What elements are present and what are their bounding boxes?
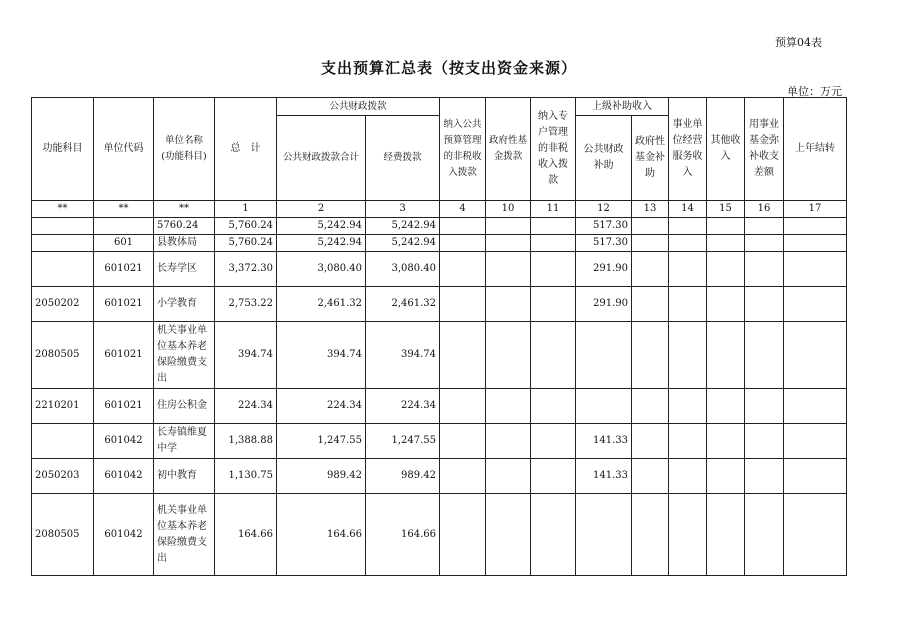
fund-balance-cell — [745, 494, 784, 576]
funding-cell: 989.42 — [366, 459, 440, 494]
header-public-finance: 公共财政拨款 — [277, 98, 440, 116]
table-row — [32, 235, 847, 252]
public-finance-total-cell: 2,461.32 — [277, 287, 366, 322]
table-row — [32, 287, 847, 322]
unit-name-cell: 5760.24 — [154, 218, 215, 235]
header-funding: 经费拨款 — [366, 116, 440, 201]
header-row-1 — [32, 98, 847, 116]
public-finance-total-cell: 3,080.40 — [277, 252, 366, 287]
other-income-cell — [707, 424, 745, 459]
unit-code-cell — [94, 218, 154, 235]
total-cell: 1,130.75 — [215, 459, 277, 494]
non-tax-cell — [440, 287, 486, 322]
unit-name-cell: 机关事业单位基本养老保险缴费支出 — [154, 494, 215, 576]
special-non-tax-cell — [531, 389, 576, 424]
table-row — [32, 322, 847, 389]
table-row — [32, 459, 847, 494]
budget-table — [31, 97, 847, 576]
index-cell: 3 — [366, 201, 440, 218]
funding-cell: 3,080.40 — [366, 252, 440, 287]
header-public-subsidy: 公共财政补助 — [576, 116, 632, 201]
business-income-cell — [669, 252, 707, 287]
header-carryover: 上年结转 — [784, 98, 847, 201]
total-cell: 1,388.88 — [215, 424, 277, 459]
public-subsidy-cell: 517.30 — [576, 218, 632, 235]
index-cell: 17 — [784, 201, 847, 218]
other-income-cell — [707, 252, 745, 287]
carryover-cell — [784, 235, 847, 252]
gov-fund-cell — [486, 389, 531, 424]
funding-cell: 224.34 — [366, 389, 440, 424]
special-non-tax-cell — [531, 235, 576, 252]
unit-code-cell: 601021 — [94, 252, 154, 287]
funding-cell: 1,247.55 — [366, 424, 440, 459]
other-income-cell — [707, 322, 745, 389]
total-cell: 5,760.24 — [215, 218, 277, 235]
unit-label: 单位：万元 — [787, 85, 842, 98]
index-cell: 10 — [486, 201, 531, 218]
business-income-cell — [669, 322, 707, 389]
gov-fund-cell — [486, 459, 531, 494]
header-public-finance-total: 公共财政拨款合计 — [277, 116, 366, 201]
special-non-tax-cell — [531, 424, 576, 459]
form-number: 预算04表 — [775, 36, 822, 49]
header-unit-code: 单位代码 — [94, 98, 154, 201]
non-tax-cell — [440, 494, 486, 576]
header-gov-fund: 政府性基金拨款 — [486, 98, 531, 201]
gov-fund-subsidy-cell — [632, 459, 669, 494]
funding-cell: 5,242.94 — [366, 218, 440, 235]
special-non-tax-cell — [531, 218, 576, 235]
non-tax-cell — [440, 218, 486, 235]
non-tax-cell — [440, 322, 486, 389]
total-cell: 3,372.30 — [215, 252, 277, 287]
funding-cell: 394.74 — [366, 322, 440, 389]
func-subject-cell: 2080505 — [32, 494, 94, 576]
index-cell: ** — [154, 201, 215, 218]
special-non-tax-cell — [531, 252, 576, 287]
public-subsidy-cell: 141.33 — [576, 459, 632, 494]
carryover-cell — [784, 459, 847, 494]
index-cell: 12 — [576, 201, 632, 218]
public-finance-total-cell: 5,242.94 — [277, 218, 366, 235]
fund-balance-cell — [745, 287, 784, 322]
unit-name-cell: 县教体局 — [154, 235, 215, 252]
unit-code-cell: 601042 — [94, 459, 154, 494]
business-income-cell — [669, 494, 707, 576]
index-cell: 2 — [277, 201, 366, 218]
gov-fund-subsidy-cell — [632, 235, 669, 252]
gov-fund-cell — [486, 322, 531, 389]
header-unit-name — [154, 98, 215, 201]
page-title: 支出预算汇总表（按支出资金来源） — [320, 59, 577, 77]
func-subject-cell: 2050203 — [32, 459, 94, 494]
unit-name-cell: 住房公积金 — [154, 389, 215, 424]
non-tax-cell — [440, 252, 486, 287]
public-subsidy-cell — [576, 494, 632, 576]
business-income-cell — [669, 218, 707, 235]
table-row — [32, 252, 847, 287]
carryover-cell — [784, 494, 847, 576]
gov-fund-subsidy-cell — [632, 322, 669, 389]
unit-name-cell: 初中教育 — [154, 459, 215, 494]
gov-fund-subsidy-cell — [632, 424, 669, 459]
public-subsidy-cell — [576, 322, 632, 389]
special-non-tax-cell — [531, 459, 576, 494]
fund-balance-cell — [745, 235, 784, 252]
business-income-cell — [669, 389, 707, 424]
non-tax-cell — [440, 389, 486, 424]
public-finance-total-cell: 989.42 — [277, 459, 366, 494]
gov-fund-cell — [486, 424, 531, 459]
fund-balance-cell — [745, 459, 784, 494]
total-cell: 2,753.22 — [215, 287, 277, 322]
index-cell: 1 — [215, 201, 277, 218]
header-fund-balance: 用事业基金弥补收支差额 — [745, 98, 784, 201]
fund-balance-cell — [745, 218, 784, 235]
other-income-cell — [707, 459, 745, 494]
gov-fund-cell — [486, 252, 531, 287]
index-cell: 13 — [632, 201, 669, 218]
header-gov-fund-subsidy: 政府性基金补助 — [632, 116, 669, 201]
index-cell: 16 — [745, 201, 784, 218]
funding-cell: 164.66 — [366, 494, 440, 576]
other-income-cell — [707, 494, 745, 576]
header-business-income: 事业单位经营服务收入 — [669, 98, 707, 201]
carryover-cell — [784, 424, 847, 459]
public-subsidy-cell: 141.33 — [576, 424, 632, 459]
func-subject-cell — [32, 218, 94, 235]
non-tax-cell — [440, 424, 486, 459]
public-subsidy-cell: 517.30 — [576, 235, 632, 252]
public-finance-total-cell: 1,247.55 — [277, 424, 366, 459]
func-subject-cell: 2210201 — [32, 389, 94, 424]
table-row — [32, 424, 847, 459]
carryover-cell — [784, 287, 847, 322]
public-subsidy-cell — [576, 389, 632, 424]
fund-balance-cell — [745, 424, 784, 459]
public-finance-total-cell: 224.34 — [277, 389, 366, 424]
func-subject-cell — [32, 424, 94, 459]
public-finance-total-cell: 394.74 — [277, 322, 366, 389]
gov-fund-subsidy-cell — [632, 287, 669, 322]
header-non-tax: 纳入公共预算管理的非税收入拨款 — [440, 98, 486, 201]
header-unit-name-line1: 单位名称 — [164, 135, 203, 146]
table-row — [32, 389, 847, 424]
func-subject-cell — [32, 252, 94, 287]
total-cell: 224.34 — [215, 389, 277, 424]
index-cell: ** — [94, 201, 154, 218]
unit-code-cell: 601042 — [94, 424, 154, 459]
gov-fund-subsidy-cell — [632, 389, 669, 424]
non-tax-cell — [440, 235, 486, 252]
unit-code-cell: 601 — [94, 235, 154, 252]
business-income-cell — [669, 287, 707, 322]
funding-cell: 5,242.94 — [366, 235, 440, 252]
business-income-cell — [669, 235, 707, 252]
unit-name-cell: 小学教育 — [154, 287, 215, 322]
unit-code-cell: 601042 — [94, 494, 154, 576]
other-income-cell — [707, 218, 745, 235]
index-cell: 15 — [707, 201, 745, 218]
carryover-cell — [784, 218, 847, 235]
public-subsidy-cell: 291.90 — [576, 252, 632, 287]
gov-fund-cell — [486, 287, 531, 322]
gov-fund-cell — [486, 235, 531, 252]
unit-name-cell: 长寿学区 — [154, 252, 215, 287]
unit-code-cell: 601021 — [94, 389, 154, 424]
other-income-cell — [707, 287, 745, 322]
table-body — [32, 218, 847, 576]
index-cell: 11 — [531, 201, 576, 218]
header-special-non-tax: 纳入专户管理的非税收入拨款 — [531, 98, 576, 201]
func-subject-cell — [32, 235, 94, 252]
public-subsidy-cell: 291.90 — [576, 287, 632, 322]
gov-fund-cell — [486, 494, 531, 576]
unit-code-cell: 601021 — [94, 322, 154, 389]
gov-fund-subsidy-cell — [632, 218, 669, 235]
index-cell: 14 — [669, 201, 707, 218]
business-income-cell — [669, 459, 707, 494]
gov-fund-cell — [486, 218, 531, 235]
other-income-cell — [707, 389, 745, 424]
func-subject-cell: 2080505 — [32, 322, 94, 389]
funding-cell: 2,461.32 — [366, 287, 440, 322]
gov-fund-subsidy-cell — [632, 494, 669, 576]
fund-balance-cell — [745, 252, 784, 287]
unit-code-cell: 601021 — [94, 287, 154, 322]
business-income-cell — [669, 424, 707, 459]
index-cell: ** — [32, 201, 94, 218]
public-finance-total-cell: 164.66 — [277, 494, 366, 576]
table-row — [32, 218, 847, 235]
total-cell: 164.66 — [215, 494, 277, 576]
header-unit-name-line2: (功能科目) — [161, 151, 207, 162]
non-tax-cell — [440, 459, 486, 494]
carryover-cell — [784, 322, 847, 389]
total-cell: 5,760.24 — [215, 235, 277, 252]
fund-balance-cell — [745, 389, 784, 424]
public-finance-total-cell: 5,242.94 — [277, 235, 366, 252]
gov-fund-subsidy-cell — [632, 252, 669, 287]
header-superior-subsidy: 上级补助收入 — [576, 98, 669, 116]
index-cell: 4 — [440, 201, 486, 218]
special-non-tax-cell — [531, 287, 576, 322]
table-row — [32, 494, 847, 576]
fund-balance-cell — [745, 322, 784, 389]
other-income-cell — [707, 235, 745, 252]
index-row — [32, 201, 847, 218]
special-non-tax-cell — [531, 494, 576, 576]
unit-name-cell: 长寿镇维夏中学 — [154, 424, 215, 459]
header-other-income: 其他收入 — [707, 98, 745, 201]
carryover-cell — [784, 252, 847, 287]
func-subject-cell: 2050202 — [32, 287, 94, 322]
special-non-tax-cell — [531, 322, 576, 389]
header-func-subject: 功能科目 — [32, 98, 94, 201]
header-total: 总 计 — [215, 98, 277, 201]
unit-name-cell: 机关事业单位基本养老保险缴费支出 — [154, 322, 215, 389]
total-cell: 394.74 — [215, 322, 277, 389]
carryover-cell — [784, 389, 847, 424]
